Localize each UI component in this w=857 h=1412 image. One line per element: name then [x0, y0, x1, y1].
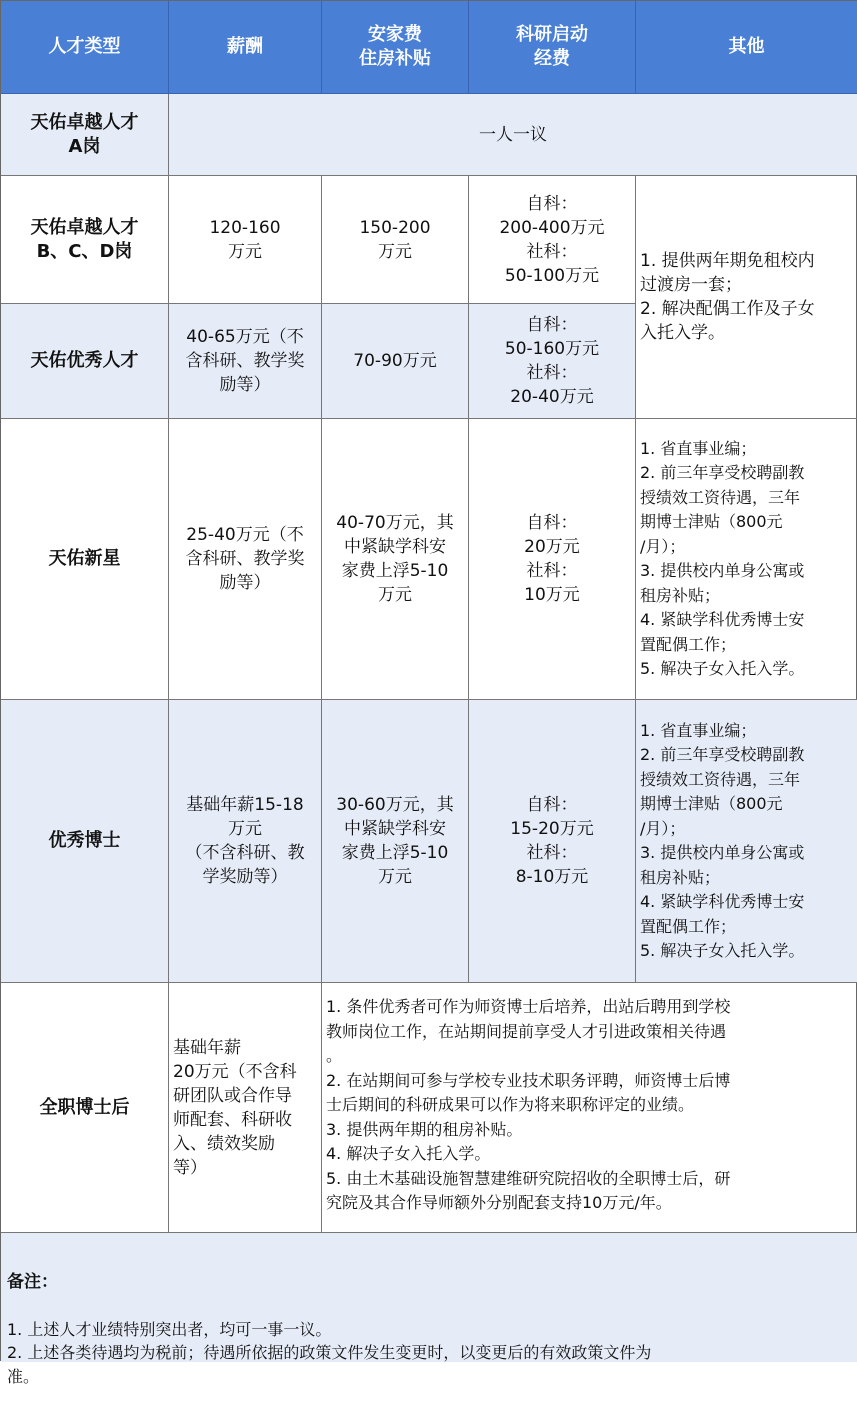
header-other: 其他 — [636, 1, 857, 94]
shared-other-benefits: 1. 提供两年期免租校内 过渡房一套； 2. 解决配偶工作及子女 入托入学。 — [636, 176, 857, 419]
header-salary: 薪酬 — [169, 1, 322, 94]
row-a-merged: 一人一议 — [169, 94, 857, 176]
header-talent-type: 人才类型 — [1, 1, 169, 94]
notes-title: 备注： — [7, 1271, 58, 1292]
row-postdoc-other: 1. 条件优秀者可作为师资博士后培养，出站后聘用到学校 教师岗位工作，在站期间提前享受人才引进政策相关待遇 。 2. 在站期间可参与学校专业技术职务评聘，师资博士后博 士后期间的科研成果可以作为将来职称评定的业绩。 3. 提供两年期的租房补贴。 4. 解决子女入托入学。 5. 由土木基础设施智慧建维研究院招收的全职博士后，研 究院及其合作导师额外分别配套支持10万元/年。 — [322, 983, 857, 1233]
row-star-housing: 40-70万元，其 中紧缺学科安 家费上浮5-10 万元 — [322, 419, 469, 700]
row-star-salary: 25-40万元（不 含科研、教学奖 励等） — [169, 419, 322, 700]
row-bcd-salary: 120-160 万元 — [169, 176, 322, 304]
row-excellent-type: 天佑优秀人才 — [1, 304, 169, 419]
row-excellent-research: 自科： 50-160万元 社科： 20-40万元 — [469, 304, 636, 419]
notes-section — [1, 1233, 857, 1386]
row-excellent-salary: 40-65万元（不 含科研、教学奖 励等） — [169, 304, 322, 419]
row-phd-other: 1. 省直事业编； 2. 前三年享受校聘副教 授绩效工资待遇，三年 期博士津贴（800元 /月）； 3. 提供校内单身公寓或 租房补贴； 4. 紧缺学科优秀博士安 置配偶工作； 5. 解决子女入托入学。 — [636, 700, 857, 983]
header-research-funds: 科研启动 经费 — [469, 1, 636, 94]
row-phd-housing: 30-60万元，其 中紧缺学科安 家费上浮5-10 万元 — [322, 700, 469, 983]
row-postdoc-type: 全职博士后 — [1, 983, 169, 1233]
row-phd-research: 自科： 15-20万元 社科： 8-10万元 — [469, 700, 636, 983]
row-a-type: 天佑卓越人才 A岗 — [1, 94, 169, 176]
row-excellent-housing: 70-90万元 — [322, 304, 469, 419]
row-star-other: 1. 省直事业编； 2. 前三年享受校聘副教 授绩效工资待遇，三年 期博士津贴（800元 /月）； 3. 提供校内单身公寓或 租房补贴； 4. 紧缺学科优秀博士安 置配偶工作； 5. 解决子女入托入学。 — [636, 419, 857, 700]
header-housing: 安家费 住房补贴 — [322, 1, 469, 94]
row-phd-salary: 基础年薪15-18 万元 （不含科研、教 学奖励等） — [169, 700, 322, 983]
row-phd-type: 优秀博士 — [1, 700, 169, 983]
notes-body: 1. 上述人才业绩特别突出者，均可一事一议。 2. 上述各类待遇均为税前；待遇所依据的政策文件发生变更时，以变更后的有效政策文件为 准。 — [7, 1319, 652, 1386]
row-postdoc-salary: 基础年薪 20万元（不含科 研团队或合作导 师配套、科研收 入、绩效奖励 等） — [169, 983, 322, 1233]
row-star-type: 天佑新星 — [1, 419, 169, 700]
row-star-research: 自科： 20万元 社科： 10万元 — [469, 419, 636, 700]
row-bcd-housing: 150-200 万元 — [322, 176, 469, 304]
row-bcd-research: 自科： 200-400万元 社科： 50-100万元 — [469, 176, 636, 304]
row-bcd-type: 天佑卓越人才 B、C、D岗 — [1, 176, 169, 304]
